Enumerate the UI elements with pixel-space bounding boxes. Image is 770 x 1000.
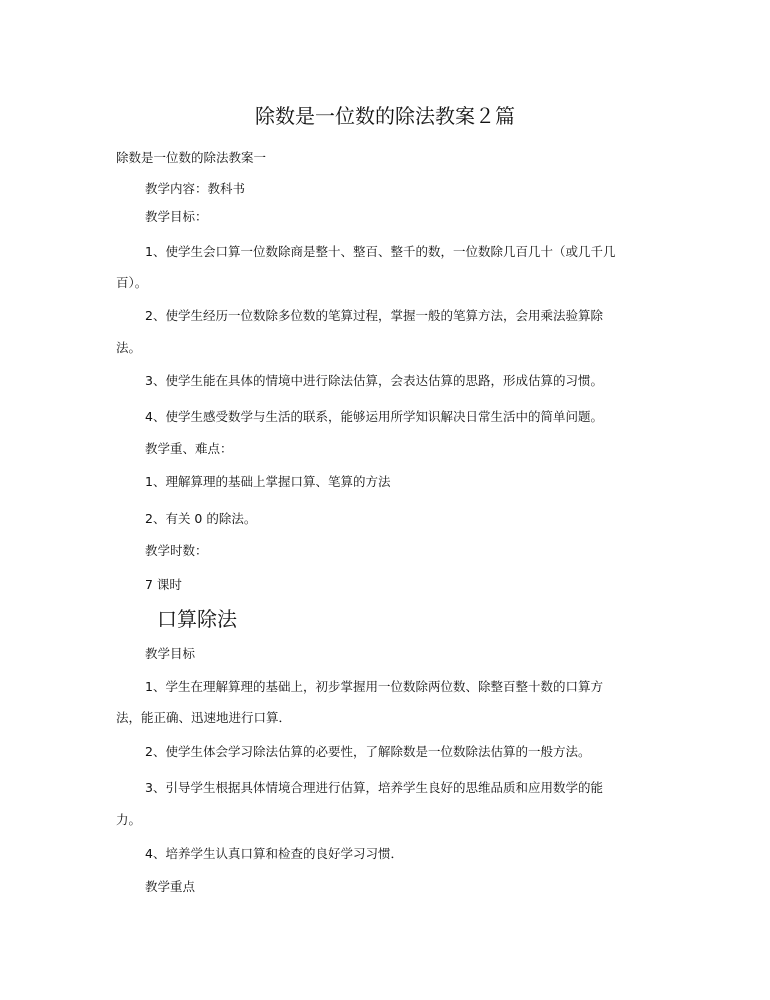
- paragraph-line: 法，能正确、迅速地进行口算．: [116, 710, 292, 725]
- section-heading: 口算除法: [157, 607, 237, 631]
- paragraph-line: 教学重点: [145, 879, 196, 894]
- paragraph-line: 力。: [116, 812, 142, 827]
- paragraph-line: 4、使学生感受数学与生活的联系，能够运用所学知识解决日常生活中的简单问题。: [145, 409, 603, 424]
- paragraph-line: 教学目标：: [145, 209, 208, 224]
- paragraph-line: 教学目标: [145, 646, 196, 661]
- paragraph-line: 3、引导学生根据具体情境合理进行估算，培养学生良好的思维品质和应用数学的能: [145, 780, 603, 795]
- paragraph-line: 教学时数：: [145, 543, 208, 558]
- paragraph-line: 1、理解算理的基础上掌握口算、笔算的方法: [145, 474, 391, 489]
- paragraph-line: 教学内容：教科书: [145, 181, 246, 196]
- paragraph-line: 百）。: [116, 275, 148, 290]
- paragraph-line: 法。: [116, 340, 142, 355]
- paragraph-line: 1、使学生会口算一位数除商是整十、整百、整千的数，一位数除几百几十（或几千几: [145, 244, 616, 259]
- paragraph-line: 教学重、难点：: [145, 441, 233, 456]
- paragraph-line: 2、使学生体会学习除法估算的必要性，了解除数是一位数除法估算的一般方法。: [145, 744, 591, 759]
- paragraph-line: 2、有关 0 的除法。: [145, 511, 257, 526]
- document-subtitle: 除数是一位数的除法教案一: [116, 150, 267, 165]
- document-title: 除数是一位数的除法教案２篇: [255, 104, 515, 128]
- paragraph-line: 3、使学生能在具体的情境中进行除法估算，会表达估算的思路，形成估算的习惯。: [145, 373, 603, 388]
- paragraph-line: 7 课时: [145, 577, 182, 592]
- paragraph-line: 2、使学生经历一位数除多位数的笔算过程，掌握一般的笔算方法，会用乘法验算除: [145, 308, 603, 323]
- paragraph-line: 4、培养学生认真口算和检查的良好学习习惯．: [145, 846, 403, 861]
- paragraph-line: 1、学生在理解算理的基础上，初步掌握用一位数除两位数、除整百整十数的口算方: [145, 679, 603, 694]
